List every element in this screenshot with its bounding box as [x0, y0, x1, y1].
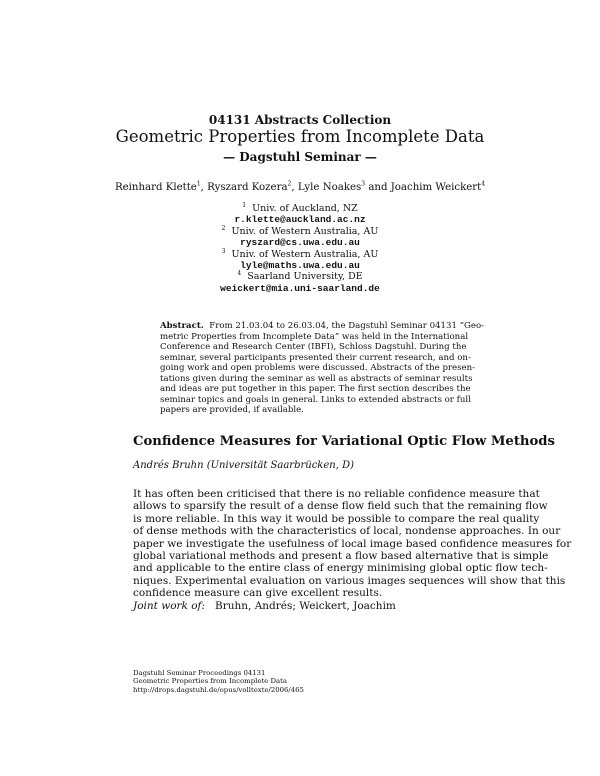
- body-line: and applicable to the entire class of energy minimising global optic flow tech-: [133, 562, 548, 575]
- section-heading: Confidence Measures for Variational Optic Flow Methods: [133, 434, 555, 449]
- abstract-line: seminar, several participants presented their current research, and on-: [160, 352, 471, 363]
- abstract-line: papers are provided, if available.: [160, 405, 304, 415]
- body-line: global variational methods and present a flow based alternative that is simple: [133, 550, 549, 563]
- body-line: confidence measure can give excellent results.: [133, 587, 383, 600]
- abstract-line: going work and open problems were discussed. Abstracts of the presen-: [160, 363, 476, 373]
- abstract-line: tations given during the seminar as well as abstracts of seminar results: [160, 373, 473, 384]
- section-author: Andrés Bruhn (Universität Saarbrücken, D): [133, 460, 354, 471]
- affiliation-email: r.klette@auckland.ac.nz: [234, 214, 366, 226]
- author-list: [0, 182, 600, 193]
- paper-title: Geometric Properties from Incomplete Data: [115, 127, 485, 146]
- body-line: allows to sparsify the result of a dense flow field such that the remaining flow: [133, 500, 548, 513]
- affiliation-email: weickert@mia.uni-saarland.de: [220, 282, 380, 294]
- abstract-line: and ideas are put together in this paper. The first section describes the: [160, 384, 471, 394]
- body-line: is more reliable. In this way it would be possible to compare the real quality: [133, 512, 540, 525]
- abstract: [160, 321, 485, 416]
- body-line: It has often been criticised that there is no reliable confidence measure that: [133, 488, 540, 500]
- footer-line: Dagstuhl Seminar Proceedings 04131: [133, 669, 266, 677]
- footer-line: Geometric Properties from Incomplete Data: [133, 677, 287, 686]
- author: Lyle Noakes$^3$ and: [297, 180, 391, 193]
- joint-work: [133, 600, 396, 612]
- affiliations: [0, 203, 600, 294]
- affiliation-institution: $^1$ Univ. of Auckland, NZ: [242, 201, 358, 214]
- affiliation-institution: $^2$ Univ. of Western Australia, AU: [221, 224, 379, 237]
- joint-work-label: Joint work of:: [133, 600, 205, 612]
- footer-url: http://drops.dagstuhl.de/opus/volltexte/2006/465: [133, 685, 304, 694]
- affiliation-email: lyle@maths.uwa.edu.au: [240, 260, 360, 272]
- author: Joachim Weickert$^4$: [390, 180, 486, 193]
- affiliation-institution: $^4$ Saarland University, DE: [237, 270, 363, 283]
- collection-title: 04131 Abstracts Collection: [208, 113, 392, 127]
- body-line: niques. Experimental evaluation on various images sequences will show that this: [133, 574, 566, 587]
- joint-work-value: Bruhn, Andrés; Weickert, Joachim: [215, 600, 396, 612]
- footer: [133, 669, 304, 694]
- body-line: paper we investigate the usefulness of local image based confidence measures for: [133, 537, 572, 550]
- abstract-label: Abstract.: [160, 321, 204, 331]
- affiliation-email: ryszard@cs.uwa.edu.au: [240, 237, 360, 249]
- abstract-line: metric Properties from Incomplete Data” was held in the International: [160, 331, 469, 342]
- body-line: of dense methods with the characteristics of local, nondense approaches. In our: [133, 525, 561, 538]
- section-body: [133, 488, 572, 600]
- abstract-line: Conference and Research Center (IBFI), Schloss Dagstuhl. During the: [160, 342, 467, 352]
- paper-subtitle: — Dagstuhl Seminar —: [223, 150, 377, 164]
- author: Ryszard Kozera$^2$,: [207, 180, 298, 193]
- abstract-line: Abstract. From 21.03.04 to 26.03.04, the Dagstuhl Seminar 04131 “Geo-: [160, 321, 485, 331]
- abstract-line: seminar topics and goals in general. Links to extended abstracts or full: [160, 394, 471, 405]
- author: Reinhard Klette$^1$,: [114, 180, 208, 193]
- affiliation-institution: $^3$ Univ. of Western Australia, AU: [221, 247, 379, 260]
